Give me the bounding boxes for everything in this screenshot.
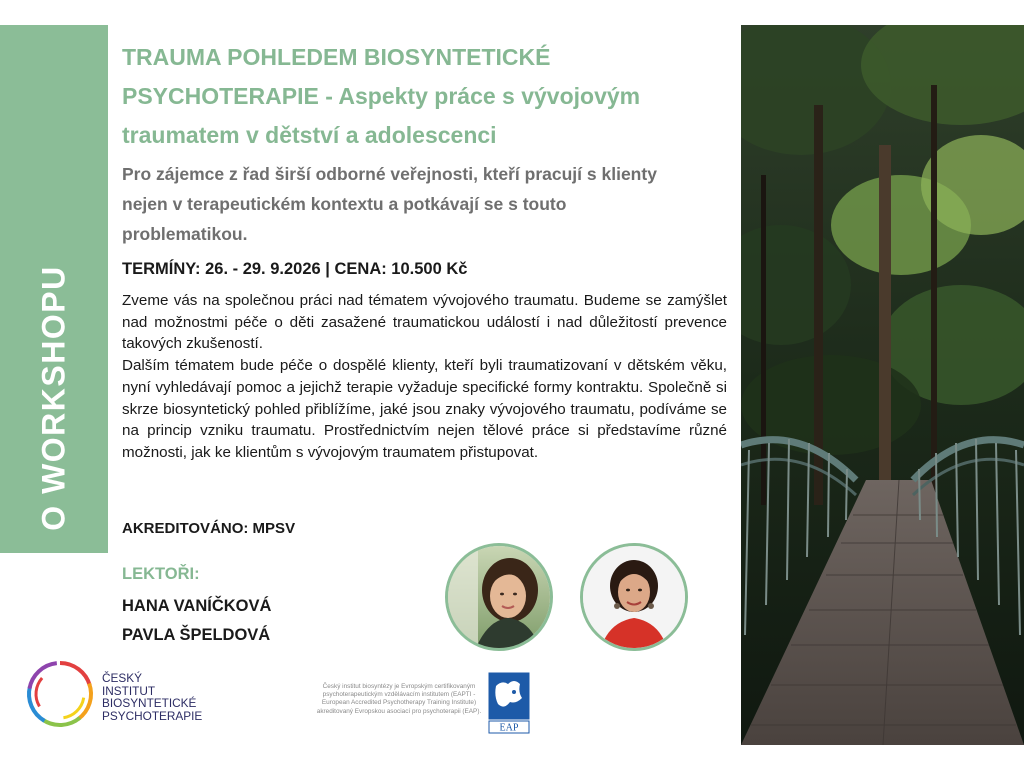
subtitle: Pro zájemce z řad širší odborné veřejnosti, kteří pracují s klienty nejen v terapeutickém kontextu a potkávají se s touto problematikou. [122,164,657,244]
forest-bridge-photo [741,25,1024,745]
forest-bridge-image [741,25,1024,745]
institute-name-line: ČESKÝ [102,671,142,685]
lecturers-heading: LEKTOŘI: [122,565,200,583]
institute-name-line: BIOSYNTETICKÉ [102,696,197,710]
lecturer-portrait-image [583,546,685,648]
lecturer-name: PAVLA ŠPELDOVÁ [122,626,271,644]
description-paragraph: Zveme vás na společnou práci nad tématem vývojového traumatu. Budeme se zamýšlet nad možnostmi péče o děti zasažené traumatickou událostí i nad důležitostí prevence takových zkušeností. [122,292,727,353]
eap-logo-icon [488,672,530,734]
side-label: O WORKSHOPU [35,265,72,531]
institute-name-line: PSYCHOTERAPIE [102,708,203,723]
description [122,290,727,464]
eapti-note: Český institut biosyntézy je Evropským certifikovaným psychoterapeutickým vzdělávacím institutem (EAPTI - European Accredited Psychotherapy Training Institute) akreditovaný Evropskou asociací pro psychoterapii (EAP). [316,683,482,715]
lecturer-photo [580,543,688,651]
page-title: TRAUMA POHLEDEM BIOSYNTETICKÉ PSYCHOTERAPIE - Aspekty práce s vývojovým traumatem v dětství a adolescenci [122,44,641,148]
institute-logo-icon [24,658,96,730]
accreditation: AKREDITOVÁNO: MPSV [122,520,296,537]
lecturer-portrait-image [448,546,550,648]
institute-name [102,672,202,722]
institute-name-line: INSTITUT [102,683,156,698]
eap-logo-text: EAP [499,722,519,734]
terms-and-price: TERMÍNY: 26. - 29. 9.2026 | CENA: 10.500 Kč [122,260,468,278]
description-paragraph: Dalším tématem bude péče o dospělé klienty, kteří byli traumatizovaní v dětském věku, nyní vyhledávají pomoc a jejichž terapie vyžaduje specifické formy kontraktu. Společně si skrze biosyntetický pohled přiblížíme, jaké jsou znaky vývojového traumatu, podíváme se na princip vzniku traumatu. Prostřednictvím nejen tělové práce si představíme různé možnosti, jak ke klientům s vývojovým traumatem přistupovat. [122,357,727,461]
lecturer-name: HANA VANÍČKOVÁ [122,597,272,615]
lecturer-photo [445,543,553,651]
